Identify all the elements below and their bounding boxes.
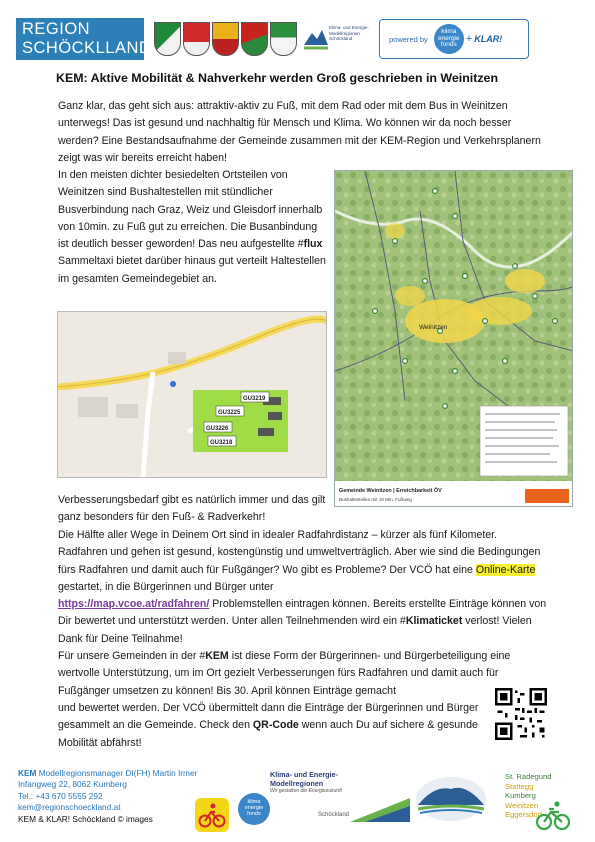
plus-sign: + [465, 33, 473, 45]
qr-code-mention: QR-Code [252, 719, 299, 732]
kem-schoeckland-logo [303, 21, 371, 57]
klima-schoeckland-label: Schöckland [318, 812, 350, 818]
site-plan-image [57, 311, 327, 478]
closing-paragraph [58, 700, 483, 752]
bus-text-after: Sammeltaxi bietet darüber hinaus gut verteilt Haltestellen im gesamten Gemeindegebiet an. [58, 255, 326, 285]
p1-text-c: Problemstellen eintragen können. Bereits erstellte Einträge können von Dir bewertet und unterstützt werden. Unter allen Teilnehmenden wird ein # [58, 598, 547, 628]
klima-title1: Klima- und Energie- [270, 770, 338, 779]
paragraph-vcoe [58, 527, 548, 648]
town-1: St. Radegund [505, 772, 552, 781]
bicycle-green-icon [535, 800, 571, 832]
bus-stop-icon [170, 381, 176, 387]
main-body [58, 527, 548, 700]
powered-by-box [379, 19, 529, 59]
qr-code-icon[interactable] [495, 688, 547, 740]
plot-label-1: GU3219 [243, 396, 266, 402]
town-5: Eggersdorf [505, 810, 543, 819]
p2-text-b: ist diese Form der Bürgerinnen- und Bürgerbeteiligung eine wertvolle Unterstützung, um im Ort gezielt Verbesserungen fürs Radfahren und damit auch für Fußgänger umsetzen zu können! Bis 30. April können Einträge gemacht [58, 650, 511, 697]
footer-manager: Modellregionsmanager DI(FH) Martin Irmer [36, 768, 198, 778]
plot-label-2: GU3225 [218, 410, 241, 416]
klar-logo: KLAR! [474, 34, 503, 44]
flux-hashtag: flux [303, 238, 323, 251]
page-title: KEM: Aktive Mobilität & Nahverkehr werden Groß geschrieben in Weinitzen [56, 71, 499, 85]
p1-text-b: gestartet, in die Bürgerinnen und Bürger unter [58, 580, 274, 593]
footer-email[interactable]: kem@regionschoeckland.at [18, 802, 121, 813]
improvement-note: Verbesserungsbedarf gibt es natürlich immer und das gilt ganz besonders für den Fuß- & Radverkehr! [58, 494, 326, 524]
paragraph-kem [58, 648, 548, 700]
kem-hashtag: KEM [205, 650, 229, 663]
bicycle-yellow-icon [195, 798, 229, 832]
town-3: Kumberg [505, 791, 536, 800]
municipal-crests [154, 22, 297, 56]
map-footer-title: Gemeinde Weinitzen | Erreichbarkeit ÖV [339, 488, 442, 494]
klimaticket-hashtag: Klimaticket [405, 615, 463, 628]
brand-line1: REGION [22, 20, 91, 38]
footer-address: Infangweg 22, 8062 Kumberg [18, 779, 127, 790]
tail-text-b: wenn auch Du auf sichere & gesunde Mobilität abfährst! [58, 719, 478, 749]
klima-title2: Modellregionen [270, 779, 324, 788]
brand-line2: SCHÖCKLLAND [22, 38, 152, 57]
bus-text-before: In den meisten dichter besiedelten Ortsteilen von Weinitzen sind Bushaltestellen mit stündlicher Busverbindung nach Graz, Weiz und Gleisdorf innerhalb von 10min. zu Fuß gut zu erreichen. Die Busanbindung ist deutlich besser geworden! Das neu aufgestellte # [58, 169, 323, 251]
accessibility-map-image [334, 170, 573, 507]
powered-by-label: powered by [389, 34, 428, 44]
tail-text-a: und bewertet werden. Der VCÖ übermittelt dann die Einträge der Bürgerinnen und Bürger gesammelt an die Gemeinde. Check den [58, 702, 479, 732]
map-footer-subtitle: Bushaltestellen mit 10 Min. Fußweg [339, 497, 412, 502]
footer-copyright: KEM & KLAR! Schöckland © images [18, 813, 153, 824]
vcoe-map-link[interactable]: https://map.vcoe.at/radfahren/ [58, 598, 210, 611]
crest-3-icon [212, 22, 239, 56]
klimafonds-logo: klima energie fonds [434, 24, 464, 54]
map-legend [480, 406, 568, 476]
klimafonds-footer-logo: klima energie fonds [238, 793, 270, 825]
crest-2-icon [183, 22, 210, 56]
map-publisher-logo [525, 489, 569, 503]
intro-paragraph: Ganz klar, das geht sich aus: attraktiv-aktiv zu Fuß, mit dem Rad oder mit dem Bus in Weinitzen unterwegs! Das ist gesund und nachhaltig für Mensch und Klima. Wo können wir da noch besser werden? Eine Bestandsaufnahme der Gemeinde zusammen mit der KEM-Region und Verkehrsplanern zeigt was wir bereits erreicht haben! [58, 100, 541, 164]
bus-paragraph [58, 167, 330, 288]
crest-1-icon [154, 22, 181, 56]
klima-modellregionen-logo [270, 770, 410, 826]
p1-text-d: verlost! Vielen Dank für Deine Teilnahme! [58, 615, 532, 645]
crest-5-icon [270, 22, 297, 56]
kem-mountain-icon [303, 21, 329, 51]
map-place-label: Weinitzen [419, 324, 448, 331]
logo-header [16, 18, 581, 60]
town-4: Weinitzen [505, 800, 539, 810]
town-2: Stattegg [505, 781, 534, 791]
schoeckl-mountain-logo [414, 775, 488, 823]
p2-text-a: Für unsere Gemeinden in der # [58, 650, 206, 663]
p1-text-a: Die Hälfte aller Wege in Deinem Ort sind in idealer Radfahrdistanz – kürzer als fünf Kilometer. Radfahren und gehen ist gesund, kostengünstig und umweltverträglich. Aber wie sind die Bedingungen fürs Radfahren und damit auch für Fußgänger? Wo gibt es Probleme? Der VCÖ hat eine [58, 529, 541, 576]
plot-label-3: GU3226 [206, 426, 229, 432]
kem-logo-text: Klima- und Energie-Modellregionen Schöckland [329, 25, 369, 42]
region-schoeckland-logo [16, 18, 152, 60]
plot-label-4: GU3218 [210, 440, 233, 446]
footer-phone[interactable]: Tel.: +43 670 5555 292 [18, 790, 103, 801]
crest-4-icon [241, 22, 268, 56]
online-karte-highlight[interactable]: Online-Karte [475, 563, 536, 576]
footer-kem: KEM [18, 768, 37, 778]
klima-subtitle: Wir gestalten die Energiezukunft [270, 788, 342, 794]
klima-swoosh-icon [270, 796, 410, 822]
